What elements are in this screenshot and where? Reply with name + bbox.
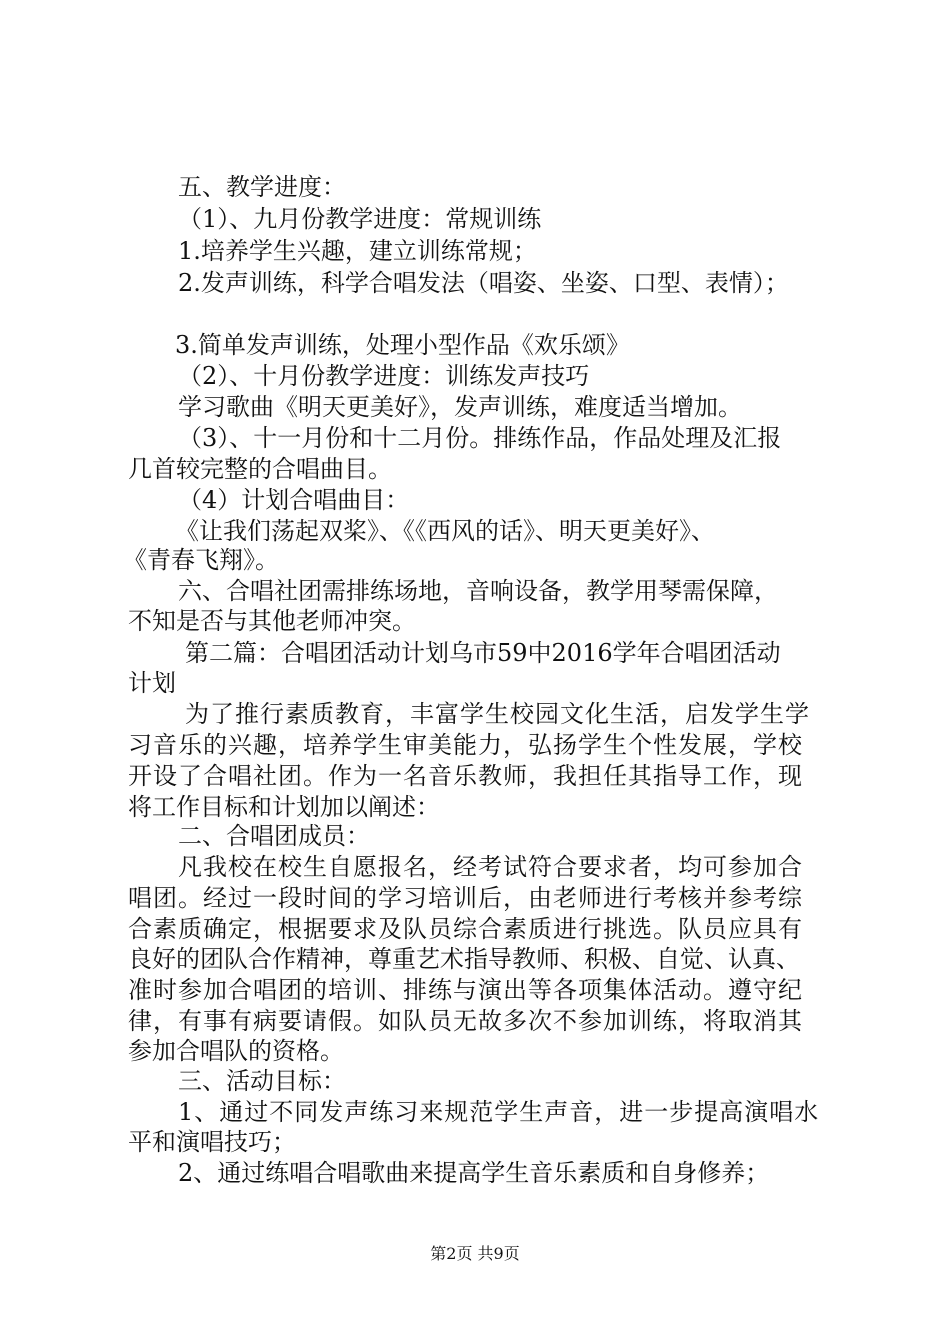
text-line: 开设了合唱社团。作为一名音乐教师，我担任其指导工作，现 xyxy=(128,762,803,790)
text-line: 不知是否与其他老师冲突。 xyxy=(128,607,416,635)
text-line: 平和演唱技巧； xyxy=(128,1128,296,1156)
text-line: （3）、十一月份和十二月份。排练作品，作品处理及汇报 xyxy=(178,424,782,452)
text-line: 准时参加合唱团的培训、排练与演出等各项集体活动。遵守纪 xyxy=(128,976,803,1004)
text-line: 3.简单发声训练，处理小型作品《欢乐颂》 xyxy=(175,331,630,359)
text-line: 1、通过不同发声练习来规范学生声音，进一步提高演唱水 xyxy=(178,1098,820,1126)
text-line: 为了推行素质教育，丰富学生校园文化生活，启发学生学 xyxy=(185,700,810,728)
text-line: 《青春飞翔》。 xyxy=(123,546,279,574)
text-line: （4）计划合唱曲目： xyxy=(178,486,410,514)
text-line: 《让我们荡起双桨》、《《西风的话》、明天更美好》、 xyxy=(175,517,715,545)
text-line: 习音乐的兴趣，培养学生审美能力，弘扬学生个性发展，学校 xyxy=(128,731,803,759)
text-line: （1）、九月份教学进度：常规训练 xyxy=(178,205,542,233)
text-line: 律，有事有病要请假。如队员无故多次不参加训练，将取消其 xyxy=(128,1007,803,1035)
heading-section-three: 三、活动目标： xyxy=(178,1067,346,1095)
text-line: （2）、十月份教学进度：训练发声技巧 xyxy=(178,362,590,390)
heading-teaching-progress: 五、教学进度： xyxy=(178,173,346,201)
text-line: 合素质确定，根据要求及队员综合素质进行挑选。队员应具有 xyxy=(128,915,803,943)
text-line: 2.发声训练，科学合唱发法（唱姿、坐姿、口型、表情）； xyxy=(178,269,789,297)
text-line: 学习歌曲《明天更美好》，发声训练，难度适当增加。 xyxy=(178,393,742,421)
page-footer: 第2页 共9页 xyxy=(430,1244,520,1263)
heading-part-two: 第二篇：合唱团活动计划乌市59中2016学年合唱团活动 xyxy=(185,639,781,667)
text-line: 凡我校在校生自愿报名，经考试符合要求者，均可参加合 xyxy=(178,853,803,881)
heading-section-six: 六、合唱社团需排练场地，音响设备，教学用琴需保障， xyxy=(178,577,778,605)
text-line: 几首较完整的合唱曲目。 xyxy=(128,455,392,483)
text-line: 1.培养学生兴趣，建立训练常规； xyxy=(178,237,537,265)
heading-section-two: 二、合唱团成员： xyxy=(178,822,370,850)
text-line: 参加合唱队的资格。 xyxy=(128,1037,344,1065)
text-line: 良好的团队合作精神，尊重艺术指导教师、积极、自觉、认真、 xyxy=(128,945,800,973)
text-line: 2、通过练唱合唱歌曲来提高学生音乐素质和自身修养； xyxy=(178,1159,770,1187)
text-line: 唱团。经过一段时间的学习培训后，由老师进行考核并参考综 xyxy=(128,884,803,912)
text-line: 将工作目标和计划加以阐述： xyxy=(128,793,440,821)
text-line: 计划 xyxy=(128,669,176,697)
